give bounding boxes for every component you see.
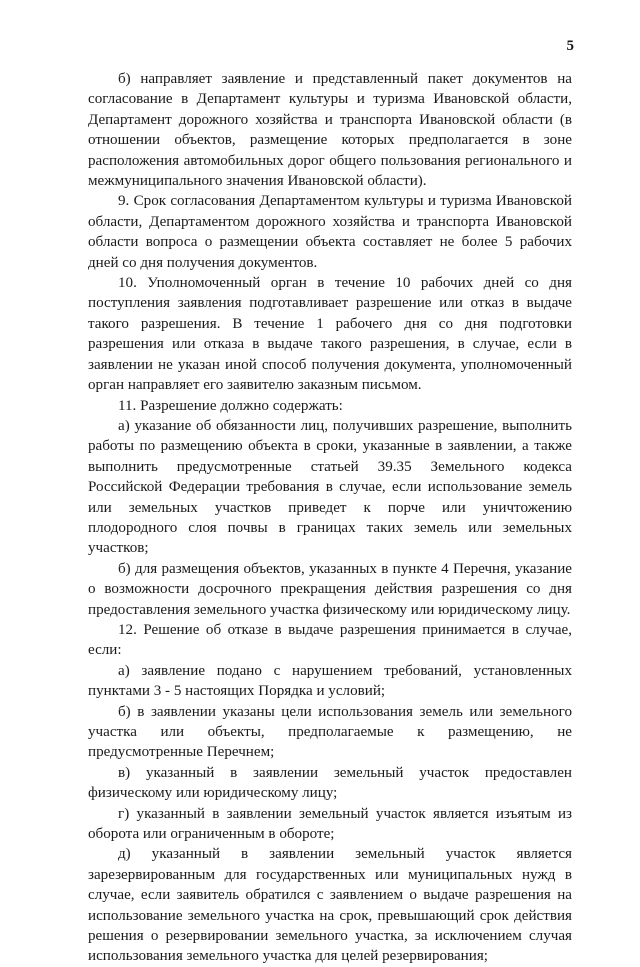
paragraph-8b: б) направляет заявление и представленный пакет документов на согласование в Департамент культуры и туризма Ивановской области, Департамент дорожного хозяйства и транспорта Ивановской области (в отношении объектов, размещение которых предполагается в зоне расположения автомобильных дорог общего пользования регионального и межмуниципального значения Ивановской области).	[88, 71, 572, 190]
paragraph-12v: в) указанный в заявлении земельный участок предоставлен физическому или юридическому лицу;	[88, 764, 572, 802]
paragraph-11b: б) для размещения объектов, указанных в пункте 4 Перечня, указание о возможности досрочного прекращения действия разрешения со дня предоставления земельного участка физическому или юридическому лицу.	[88, 560, 572, 618]
paragraph-12d: д) указанный в заявлении земельный участок является зарезервированным для государственных или муниципальных нужд в случае, если заявитель обратился с заявлением о выдаче разрешения на использование земельного участка на срок, превышающий срок действия решения о резервировании земельного участка, за исключением случая использования земельного участка для целей резервирования;	[88, 846, 572, 965]
document-body	[88, 69, 572, 967]
paragraph-11: 11. Разрешение должно содержать:	[118, 397, 343, 414]
paragraph-12g: г) указанный в заявлении земельный участок является изъятым из оборота или ограниченным в обороте;	[88, 805, 572, 843]
page-number: 5	[566, 38, 574, 54]
paragraph-12a: а) заявление подано с нарушением требований, установленных пунктами 3 - 5 настоящих Порядка и условий;	[88, 662, 572, 700]
paragraph-12b: б) в заявлении указаны цели использования земель или земельного участка или объекты, предполагаемые к размещению, не предусмотренные Перечнем;	[88, 703, 572, 761]
paragraph-11a: а) указание об обязанности лиц, получивших разрешение, выполнить работы по размещению объекта в сроки, указанные в заявлении, а также выполнить предусмотренные статьей 39.35 Земельного кодекса Российской Федерации требования в случае, если использование земель или земельных участков приведет к порче или уничтожению плодородного слоя почвы в границах таких земель или земельных участков;	[88, 417, 572, 557]
paragraph-9: 9. Срок согласования Департаментом культуры и туризма Ивановской области, Департаментом дорожного хозяйства и транспорта Ивановской области вопроса о размещении объекта составляет не более 5 рабочих дней со дня получения документов.	[88, 193, 572, 271]
paragraph-10: 10. Уполномоченный орган в течение 10 рабочих дней со дня поступления заявления подготавливает разрешение или отказ в выдаче такого разрешения. В течение 1 рабочего дня со дня подготовки разрешения или отказа в выдаче такого разрешения, в случае, если в заявлении не указан иной способ получения документа, уполномоченный орган направляет его заявителю заказным письмом.	[88, 275, 572, 394]
paragraph-12: 12. Решение об отказе в выдаче разрешения принимается в случае, если:	[88, 621, 572, 659]
